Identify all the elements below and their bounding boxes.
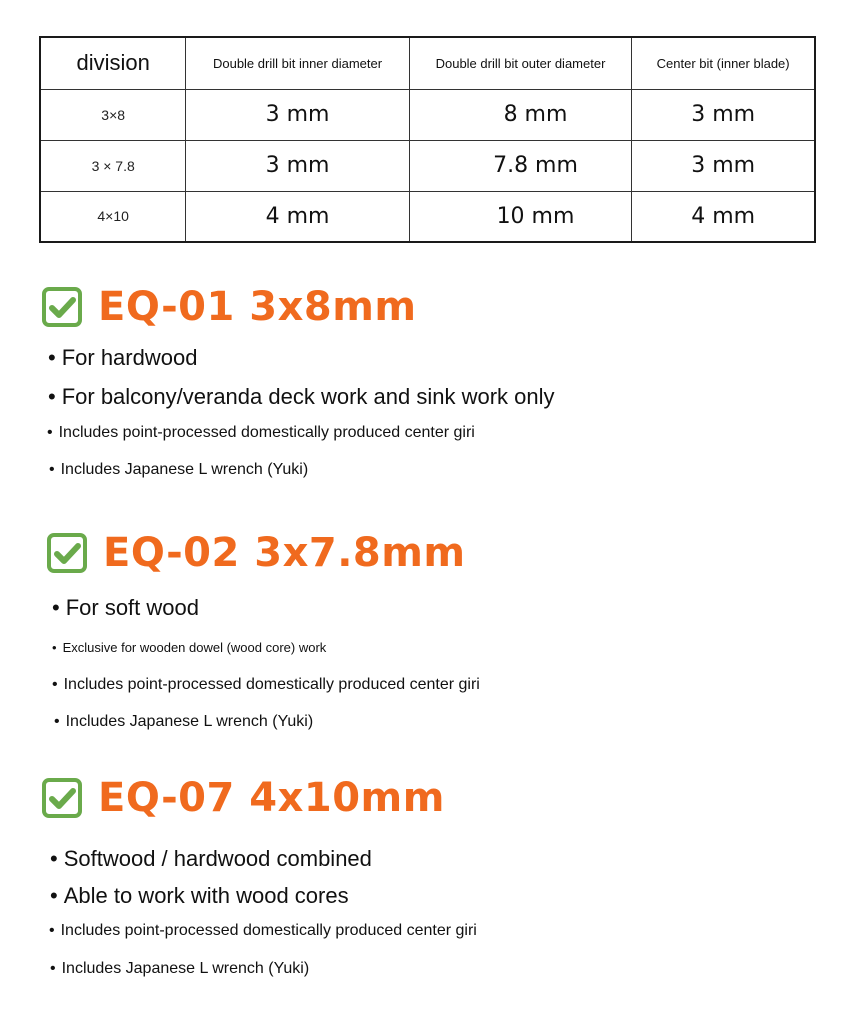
checkbox-checked-icon [42,778,82,818]
feature-item: • Includes Japanese L wrench (Yuki) [54,713,313,731]
feature-item: • For balcony/veranda deck work and sink work only [48,384,555,410]
feature-item: • Includes Japanese L wrench (Yuki) [49,461,308,479]
table-row [40,140,815,191]
product-title: EQ-07 4x10mm [98,775,445,821]
table-row [40,191,815,242]
product-title: EQ-02 3x7.8mm [103,530,466,576]
feature-item: • Exclusive for wooden dowel (wood core) work [52,640,326,655]
cell-inner-diameter: 3 mm [186,140,409,191]
cell-outer-diameter: 10 mm [409,191,632,242]
product-heading [42,773,860,823]
cell-inner-diameter: 4 mm [186,191,409,242]
feature-item: • Includes point-processed domestically produced center giri [52,676,480,694]
cell-inner-diameter: 3 mm [186,89,409,140]
cell-division: 3 × 7.8 [40,140,186,191]
feature-item: • For hardwood [48,345,197,371]
product-section-eq07 [0,773,860,823]
product-section-eq01 [0,282,860,332]
spec-table [39,36,816,243]
table-header-row [40,37,815,89]
cell-center-bit: 3 mm [632,89,815,140]
header-inner-diameter: Double drill bit inner diameter [186,37,409,89]
feature-item: • Softwood / hardwood combined [50,846,372,872]
cell-center-bit: 4 mm [632,191,815,242]
feature-item: • Includes point-processed domestically produced center giri [49,922,477,940]
cell-outer-diameter: 7.8 mm [409,140,632,191]
header-division: division [40,37,186,89]
cell-center-bit: 3 mm [632,140,815,191]
feature-item: • For soft wood [52,595,199,621]
cell-division: 3×8 [40,89,186,140]
table-row [40,89,815,140]
feature-item: • Able to work with wood cores [50,883,349,909]
header-outer-diameter: Double drill bit outer diameter [409,37,632,89]
cell-outer-diameter: 8 mm [409,89,632,140]
feature-item: • Includes Japanese L wrench (Yuki) [50,960,309,978]
cell-division: 4×10 [40,191,186,242]
product-section-eq02 [0,528,860,578]
checkbox-checked-icon [42,287,82,327]
checkbox-checked-icon [47,533,87,573]
header-center-bit: Center bit (inner blade) [632,37,815,89]
product-heading [47,528,860,578]
product-heading [42,282,860,332]
feature-item: • Includes point-processed domestically produced center giri [47,424,475,442]
product-title: EQ-01 3x8mm [98,284,417,330]
